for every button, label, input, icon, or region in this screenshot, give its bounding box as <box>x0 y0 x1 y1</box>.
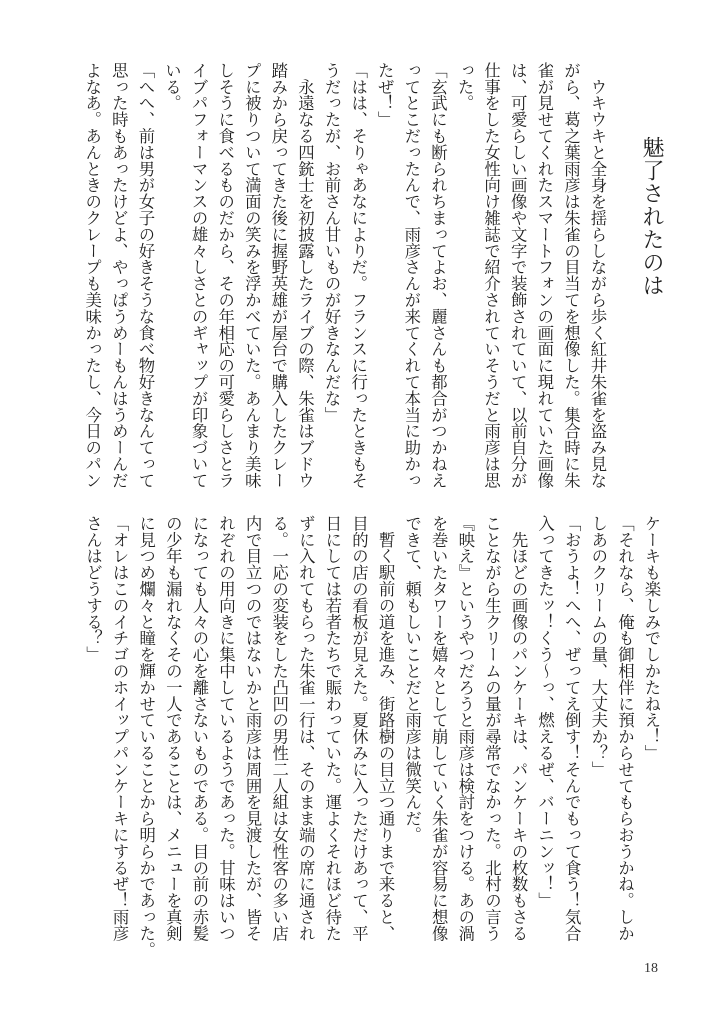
text-line: 「オレはこのイチゴのホイップパンケーキにするぜ！雨彦 <box>110 515 130 942</box>
text-line: は、可愛らしい画像や文字で装飾されていて、以前自分が <box>508 62 528 489</box>
text-line: を巻いたタワーを嬉々として崩していく朱雀が容易に想像 <box>429 515 449 942</box>
text-line: 「へへ、前は男が女子の好きそうな食べ物好きなんてって <box>135 62 155 489</box>
text-line: 先ほどの画像のパンケーキは、パンケーキの枚数もさる <box>509 515 529 942</box>
text-line: できて、頼もしいことだと雨彦は微笑んだ。 <box>402 515 422 843</box>
text-line: の少年も漏れなくその一人であることは、メニューを真剣 <box>163 515 183 942</box>
text-line: プに被りついて満面の笑みを浮かべていた。あんまり美味 <box>242 62 262 489</box>
text-line: イブパフォーマンスの雄々しさとのギャップが印象づいて <box>189 62 209 489</box>
page-number: 18 <box>644 961 658 976</box>
text-line: がら、葛之葉雨彦は朱雀の目当てを想像した。集合時に朱 <box>561 62 581 489</box>
text-line: 「それなら、俺も御相伴に預からせてもらおうかね。しか <box>615 515 635 942</box>
text-line: 日にしては若者たちで賑わっていた。運よくそれほど待た <box>322 515 342 942</box>
text-line: 永遠なる四銃士を初披露したライブの際、朱雀はブドウ <box>295 62 315 489</box>
text-line: さんはどうする？」 <box>83 515 103 663</box>
text-line: 暫く駅前の道を進み、街路樹の目立つ通りまで来ると、 <box>376 515 396 942</box>
text-line: いる。 <box>162 62 182 112</box>
text-line: しあのクリームの量、大丈夫か？」 <box>588 515 608 778</box>
story-title: 魅了されたのは <box>639 136 664 297</box>
text-line: 「はは、そりゃあなによりだ。フランスに行ったときもそ <box>348 62 368 489</box>
text-line: になっても人々の心を離さないものである。目の前の赤髪 <box>189 515 209 942</box>
text-line: うだったが、お前さん甘いものが好きなんだな」 <box>322 62 342 423</box>
text-line: 仕事をした女性向け雑誌で紹介されていそうだと雨彦は思 <box>481 62 501 489</box>
text-line: 思った時もあったけどよ、やっぱうめーもんはうめーんだ <box>109 62 129 489</box>
text-line: ずに入れてもらった朱雀一行は、そのまま端の席に通され <box>296 515 316 942</box>
text-line: ケーキも楽しみでしかたねえ！」 <box>642 515 661 761</box>
text-line: 「おうよ！へへ、ぜってえ倒す！そんでもって食う！気合 <box>562 515 582 942</box>
upper-text-block <box>78 62 610 502</box>
text-line: ことながら生クリームの量が尋常でなかった。北村の言う <box>482 515 502 942</box>
text-line: 入ってきたッ！くう〜っ、燃えるぜ、バーニンッ！」 <box>535 515 555 909</box>
lower-text-block <box>79 515 664 958</box>
text-line: 踏みから戻ってきた後に握野英雄が屋台で購入したクレー <box>268 62 288 489</box>
text-line: に見つめ爛々と瞳を輝かせていることから明らかであった。 <box>136 515 156 958</box>
text-line: 「玄武にも断られちまってよお、麗さんも都合がつかねえ <box>428 62 448 489</box>
text-line: れぞれの用向きに集中しているようであった。甘味はいつ <box>216 515 236 942</box>
text-line: 雀が見せてくれたスマートフォンの画面に現れていた画像 <box>534 62 554 489</box>
text-line: った。 <box>455 62 475 112</box>
text-line: ウキウキと全身を揺らしながら歩く紅井朱雀を盗み見な <box>588 62 607 489</box>
text-line: しそうに食べるものだから、その年相応の可愛らしさとラ <box>215 62 235 489</box>
text-line: たぜ！」 <box>375 62 395 128</box>
text-line: る。一応の変装をした凸凹の男性二人組は女性客の多い店 <box>269 515 289 942</box>
text-line: 『映え』というやつだろうと雨彦は検討をつける。あの渦 <box>455 515 475 942</box>
text-line: ってとこだったんで、雨彦さんが来てくれて本当に助かっ <box>401 62 421 489</box>
text-line: 目的の店の看板が見えた。夏休みに入っただけあって、平 <box>349 515 369 942</box>
text-line: 内で目立つのではないかと雨彦は周囲を見渡したが、皆そ <box>243 515 263 942</box>
text-line: よなあ。あんときのクレープも美味かったし、今日のパン <box>82 62 102 489</box>
